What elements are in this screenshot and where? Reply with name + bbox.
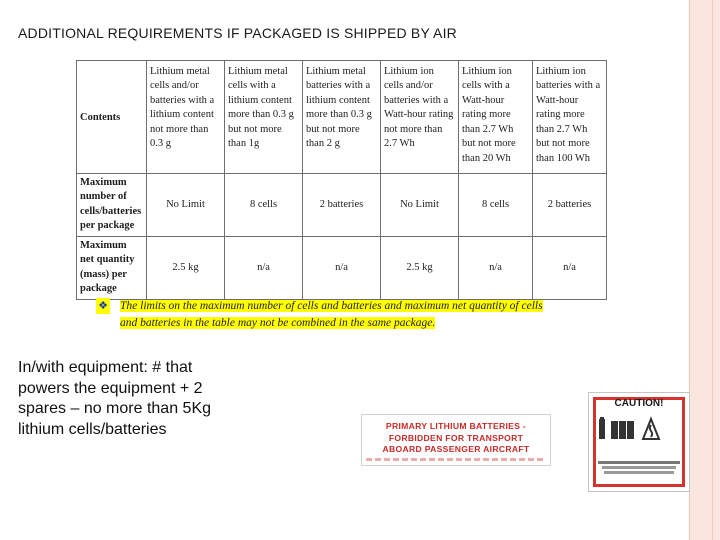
primary-lithium-warning-label — [361, 414, 551, 466]
label-line: PRIMARY LITHIUM BATTERIES - — [385, 421, 527, 431]
slide-border-decoration — [690, 0, 720, 540]
diamond-bullet-icon: ❖ — [96, 298, 110, 314]
table-header-cell: Lithium ion cells with a Watt-hour rating more than 2.7 Wh but not more than 20 Wh — [459, 61, 533, 174]
table-cell: No Limit — [147, 174, 225, 237]
table-header-cell: Contents — [77, 61, 147, 174]
table-header-cell: Lithium metal cells with a lithium content more than 0.3 g but not more than 1g — [225, 61, 303, 174]
table-row-label: Maximum net quantity (mass) per package — [77, 236, 147, 299]
caution-fine-print-decoration — [594, 459, 684, 476]
table-cell: 8 cells — [225, 174, 303, 237]
equipment-text: In/with equipment: # that powers the equipment + 2 spares – no more than 5Kg lithium cells/batteries — [18, 359, 212, 438]
table-cell: 2 batteries — [303, 174, 381, 237]
label-fine-print-decoration — [366, 458, 546, 461]
table-header-cell: Lithium ion cells and/or batteries with a Watt-hour rating not more than 2.7 Wh — [381, 61, 459, 174]
caution-label-image — [588, 392, 690, 492]
slide-border-line-right — [712, 0, 713, 540]
table-cell: n/a — [225, 236, 303, 299]
table-row — [77, 236, 607, 299]
table-cell: 2.5 kg — [147, 236, 225, 299]
table-cell: 2.5 kg — [381, 236, 459, 299]
requirements-table — [76, 60, 607, 300]
table-header-cell: Lithium metal cells and/or batteries with a lithium content not more than 0.3 g — [147, 61, 225, 174]
table-cell: n/a — [533, 236, 607, 299]
table-row-label: Maximum number of cells/batteries per package — [77, 174, 147, 237]
table-header-row — [77, 61, 607, 174]
table-cell: n/a — [303, 236, 381, 299]
caution-title: CAUTION! — [614, 398, 664, 409]
table-row — [77, 174, 607, 237]
label-line: ABOARD PASSENGER AIRCRAFT — [382, 444, 530, 454]
table-cell: 2 batteries — [533, 174, 607, 237]
hazard-symbols-icon — [595, 415, 675, 445]
table-cell: 8 cells — [459, 174, 533, 237]
requirements-table-image — [76, 60, 606, 297]
table-header-cell: Lithium ion batteries with a Watt-hour rating more than 2.7 Wh but not more than 100 Wh — [533, 61, 607, 174]
table-cell: No Limit — [381, 174, 459, 237]
footnote-text: The limits on the maximum number of cells and batteries and maximum net quantity of cells and batteries in the table may not be combined in the same package. — [120, 300, 543, 329]
label-line: FORBIDDEN FOR TRANSPORT — [388, 432, 524, 443]
table-header-cell: Lithium metal batteries with a lithium content more than 0.3 g but not more than 2 g — [303, 61, 381, 174]
table-footnote — [96, 298, 562, 331]
page-title: ADDITIONAL REQUIREMENTS IF PACKAGED IS SHIPPED BY AIR — [18, 25, 457, 41]
table-cell: n/a — [459, 236, 533, 299]
